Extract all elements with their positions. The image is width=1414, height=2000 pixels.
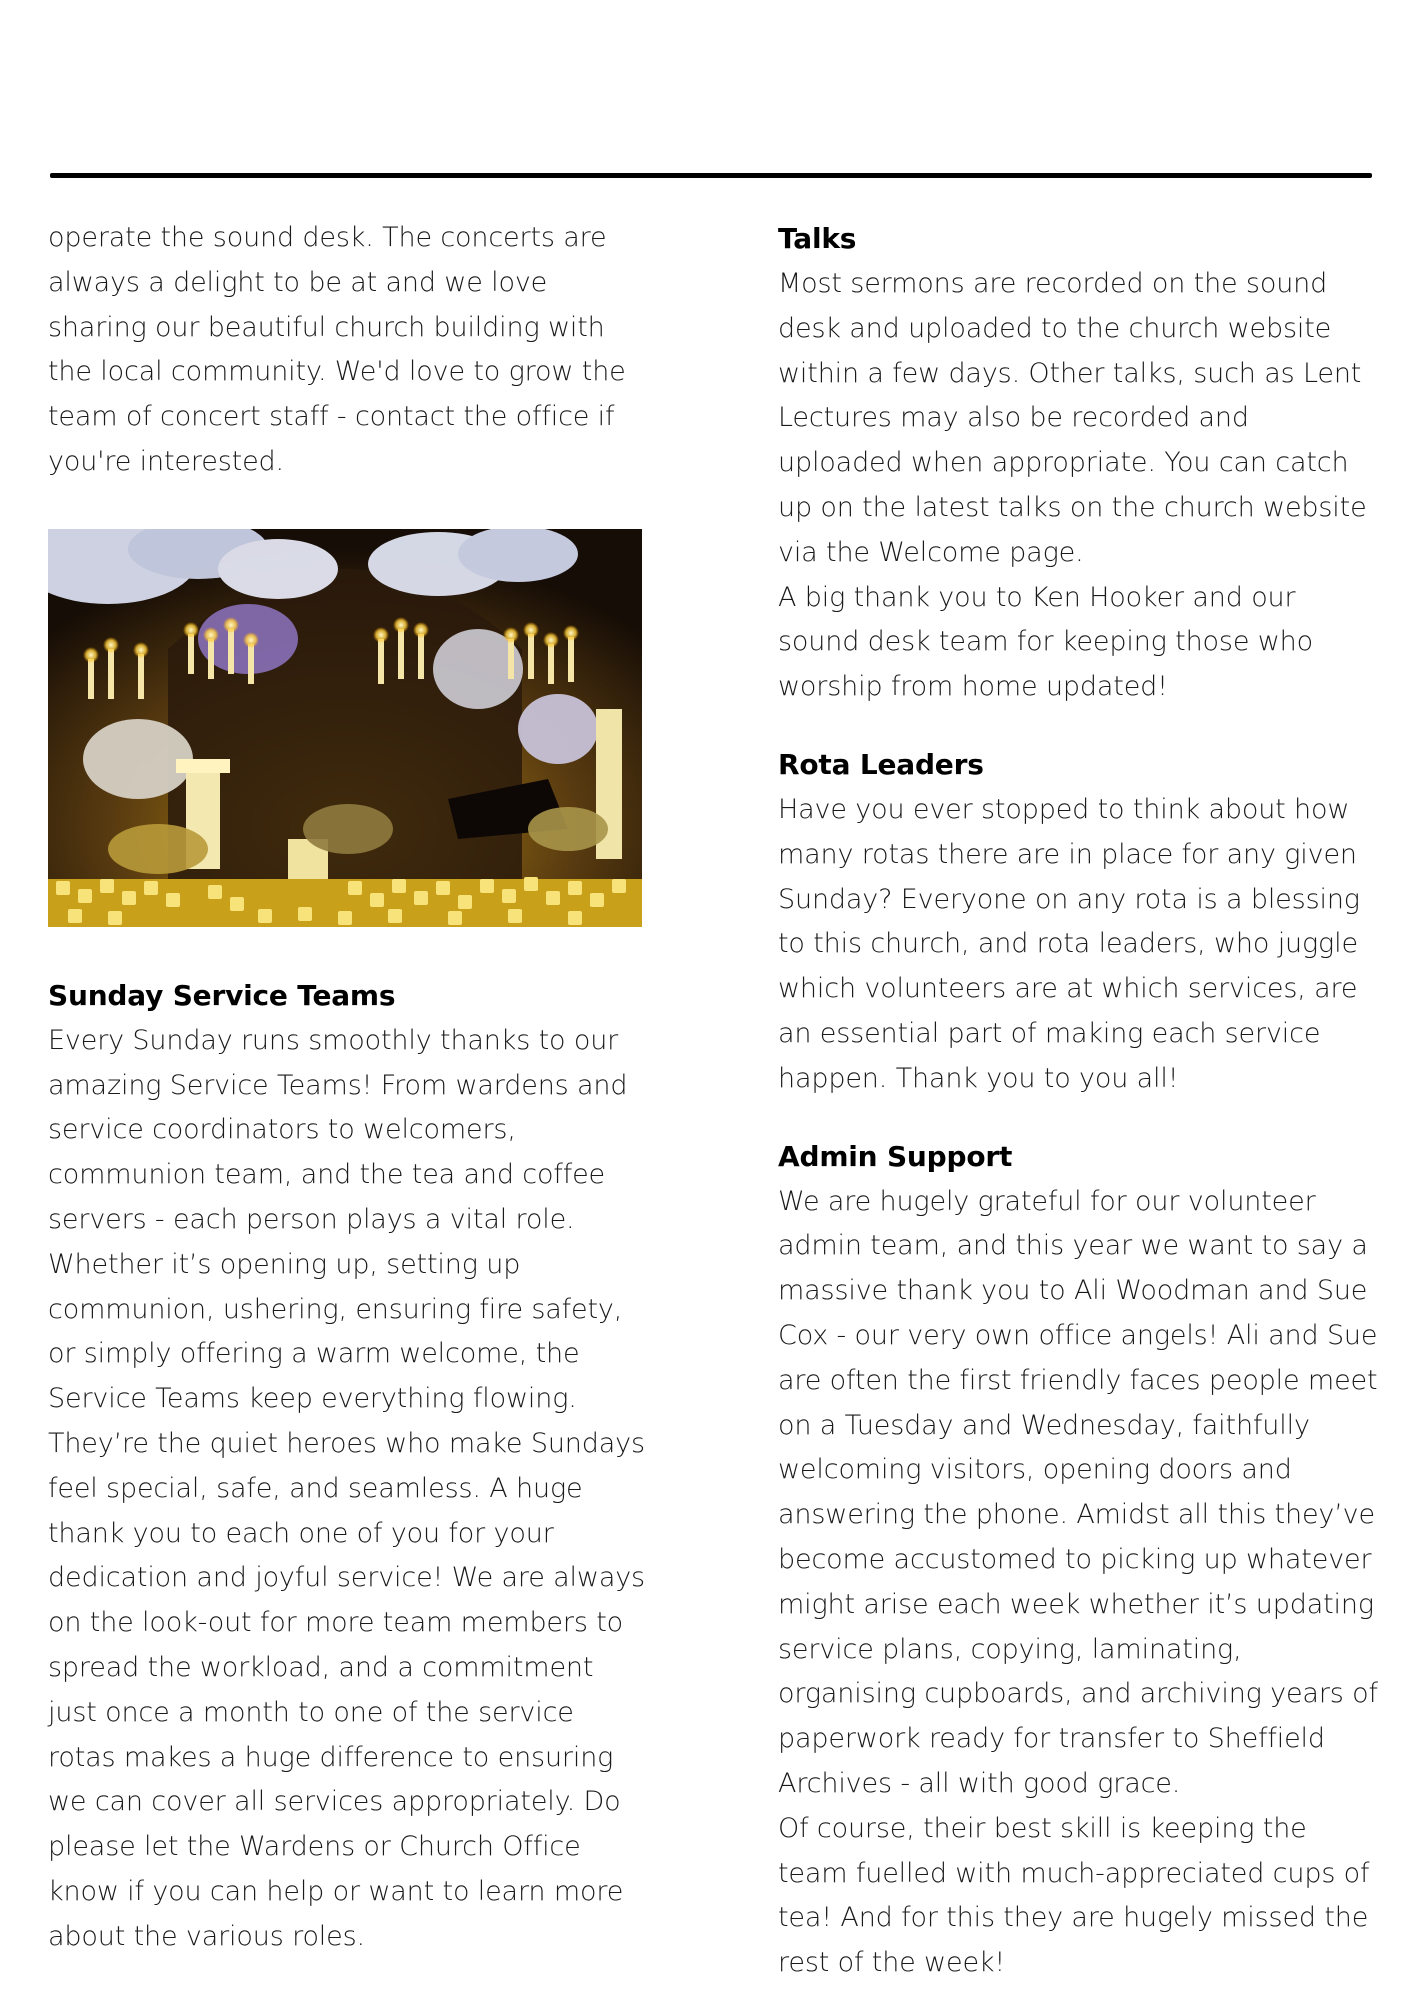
sunday-service-teams-heading: Sunday Service Teams — [48, 978, 396, 1012]
sunday-service-teams-text: Every Sunday runs smoothly thanks to our amazing Service Teams! From wardens and service coordinators to welcomers, communion team, and the tea and coffee servers - each person plays a vital role. Whether it’s opening up, setting up communion, ushering, ensuring fire safety, or simply offering a warm welcome, the Service Teams keep everything flowing. They’re the quiet heroes who make Sundays feel special, safe, and seamless. A huge thank you to each one of you for your dedication and joyful service! We are always on the look-out for more team members to spread the workload, and a commitment just once a month to one of the service rotas makes a huge difference to ensuring we can cover all services appropriately. Do please let the Wardens or Church Office know if you can help or want to learn more about the various roles. — [48, 1024, 645, 1952]
rota-leaders-text: Have you ever stopped to think about how many rotas there are in place for any given Sunday? Everyone on any rota is a blessing to this church, and rota leaders, who juggle which volunteers are at which services, are an essential part of making each service happen. Thank you to you all! — [778, 793, 1360, 1094]
rota-leaders-heading: Rota Leaders — [778, 747, 984, 781]
admin-support-text: We are hugely grateful for our volunteer admin team, and this year we want to say a massive thank you to Ali Woodman and Sue Cox - our very own office angels! Ali and Sue are often the first friendly faces people meet on a Tuesday and Wednesday, faithfully welcoming visitors, opening doors and answering the phone. Amidst all this they’ve become accustomed to picking up whatever might arise each week whether it’s updating service plans, copying, laminating, organising cupboards, and archiving years of paperwork ready for transfer to Sheffield Archives - all with good grace. — [778, 1185, 1378, 1799]
talks-text: Most sermons are recorded on the sound desk and uploaded to the church website within a few days. Other talks, such as Lent Lectures may also be recorded and uploaded when appropriate. You can catch up on the latest talks on the church website via the Welcome page. — [778, 268, 1367, 568]
talks-thanks-text: A big thank you to Ken Hooker and our sound desk team for keeping those who worship from home updated! — [778, 581, 1313, 703]
concert-intro-text: operate the sound desk. The concerts are always a delight to be at and we love sharing our beautiful church building with the local community. We'd love to grow the team of concert staff - contact the office if you're interested. — [48, 222, 626, 477]
admin-support-heading: Admin Support — [778, 1139, 1013, 1173]
admin-support-tea-text: Of course, their best skill is keeping the team fuelled with much-appreciated cups of tea! And for this they are hugely missed the rest of the week! — [778, 1812, 1370, 1979]
right-column — [778, 216, 1378, 1986]
left-column — [48, 216, 648, 1960]
talks-heading: Talks — [778, 222, 857, 255]
concert-photo — [48, 529, 642, 927]
header-rule — [50, 173, 1372, 178]
